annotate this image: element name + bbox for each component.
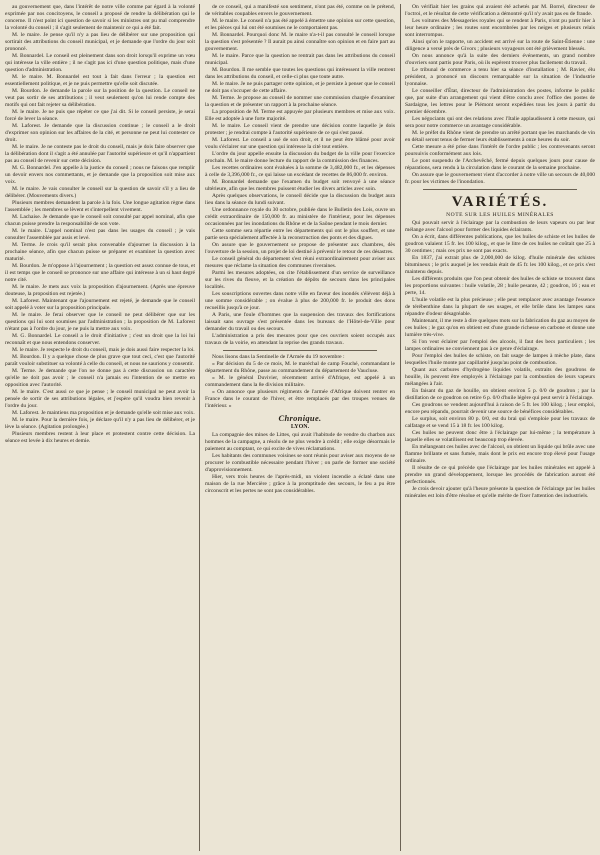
paragraph: A Paris, une foule d'hommes que la suspension des travaux des fortifications laissait sans ouvrage s'est présentée dans les bureaux de l'Hôtel-de-Ville pour demander du travail ou des secours. [205, 312, 395, 332]
paragraph: Ainsi qu'on le rapporte, un accident est arrivé sur la route de Saint-Étienne : une diligence a versé près de Givors ; plusieurs voyageurs ont été grièvement blessés. [405, 39, 595, 52]
chronique-place: LYON. [290, 424, 310, 430]
paragraph: M. le maire. Je ferai observer que le conseil ne peut délibérer que sur les questions qui lui sont soumises par l'administration ; la proposition de M. Laforest n'étant pas à l'ordre du jour, je ne puis la mettre aux voix. [5, 312, 195, 332]
paragraph: L'administration a pris des mesures pour que ces ouvriers soient occupés aux travaux de la voirie, en attendant la reprise des grands travaux. [205, 333, 395, 346]
paragraph: Le tribunal de commerce a tenu hier sa séance d'installation ; M. Ravier, élu président, a prononcé un discours remarquable sur la situation de l'industrie lyonnaise. [405, 67, 595, 87]
paragraph: On assure que le gouvernement se propose de présenter aux chambres, dès l'ouverture de la session, un projet de loi destiné à prévenir le retour de ces désastres. [205, 242, 395, 255]
column-divider [400, 4, 401, 851]
paragraph: M. Laforest. Je maintiens ma proposition et je demande qu'elle soit mise aux voix. [12, 410, 195, 416]
paragraph: Parmi les mesures adoptées, on cite l'établissement d'un service de surveillance sur les rives du fleuve, et la création de dépôts de secours dans les principales localités. [205, 270, 395, 290]
paragraph: M. Bourdon. Il me semble que toutes les questions qui intéressent la ville rentrent dans les attributions du conseil, et celle-ci plus que toute autre. [205, 67, 395, 80]
separator [223, 350, 377, 351]
paragraph: M. le maire. Je pense qu'il n'y a pas lieu de délibérer sur une proposition qui sortirait des attributions du conseil municipal, et je demande que l'ordre du jour soit prononcé. [5, 32, 195, 52]
chronique-heading: Chronique. [278, 413, 322, 423]
paragraph: Le conseiller d'État, directeur de l'administration des postes, informe le public que, par suite d'un arrangement qui vient d'être conclu avec l'office des postes de Sardaigne, les lettres pour le Piémont seront expédiées tous les jours à partir du premier décembre. [405, 88, 595, 115]
paragraph: M. Lachaise. Je demande que le conseil soit consulté par appel nominal, afin que chacun puisse prendre la responsabilité de son vote. [5, 214, 195, 227]
paragraph: M. le maire. Parce que la question ne rentrait pas dans les attributions du conseil municipal. [205, 53, 395, 66]
paragraph: Plusieurs membres demandent la parole à la fois. Une longue agitation règne dans l'assemblée ; les membres se lèvent et s'interpellent vivement. [5, 200, 195, 213]
paragraph: M. le maire. Je respecte le droit du conseil, mais je dois aussi faire respecter la loi. [12, 347, 195, 353]
paragraph: Après quelques observations, le conseil décide que la discussion du budget aura lieu dans la séance du lundi suivant. [205, 193, 395, 206]
paragraph: En 1837, j'ai extrait plus de 2,000,000 de kilog. d'huile minérale des schistes bitumineux ; le prix auquel je les vendais était de 45 fr. les 100 kilog., et ce prix s'est maintenu depuis. [405, 255, 595, 275]
paragraph: M. Terme. Je propose au conseil de nommer une commission chargée d'examiner la question et de présenter un rapport à la prochaine séance. [205, 95, 395, 108]
paragraph: Les négociants qui ont des relations avec l'Italie applaudissent à cette mesure, qui sera pour notre commerce un avantage considérable. [405, 116, 595, 129]
paragraph: M. Bonnardel. Pourquoi donc M. le maire n'a-t-il pas consulté le conseil lorsque la question s'est présentée ? Il aurait pu ainsi connaître son opinion et en faire part au gouvernement. [205, 32, 395, 52]
paragraph: La compagnie des mines de Littes, qui avait l'habitude de vendre du charbon aux hommes de la campagne, a résolu de ne plus vendre à crédit ; elle exige désormais le paiement au comptant, ce qui excite de vives réclamations. [205, 432, 395, 452]
paragraph: Les recettes ordinaires sont évaluées à la somme de 3,482,000 fr., et les dépenses à celle de 3,396,000 fr., ce qui laisse un excédant de recettes de 86,000 fr. environ. [205, 165, 395, 178]
column-divider [199, 4, 200, 851]
paragraph: M. Bonnardel demande que l'examen du budget soit renvoyé à une séance ultérieure, afin que les membres puissent étudier les divers articles avec soin. [205, 179, 395, 192]
paragraph: M. Bourdon. Il y a quelque chose de plus grave que tout ceci, c'est que l'autorité paraît vouloir substituer sa volonté à celle du conseil, et nous ne saurions y consentir. [5, 354, 195, 367]
paragraph: M. Laforest. Je demande que la discussion continue ; le conseil a le droit d'exprimer son opinion sur les affaires de la cité, et personne ne peut lui contester ce droit. [5, 123, 195, 143]
column-3-body [405, 4, 595, 186]
paragraph: M. Bourdon. Je demande la parole sur la position de la question. Le conseil ne veut pas sortir de ses attributions ; il veut seulement qu'on lui rende compte des motifs qui ont fait rejeter sa délibération. [5, 88, 195, 108]
paragraph: Cette mesure a été prise dans l'intérêt de l'ordre public ; les contrevenants seront poursuivis conformément aux lois. [405, 144, 595, 157]
paragraph: Si l'on veut éclairer par l'emploi des alcools, il faut des becs particuliers ; les lampes ordinaires ne conviennent pas à ce genre d'éclairage. [405, 339, 595, 352]
paragraph: M. le maire. Je vais consulter le conseil sur la question de savoir s'il y a lieu de délibérer. (Mouvements divers.) [5, 186, 195, 199]
paragraph: Pour l'emploi des huiles de schiste, on fait usage de lampes à mèche plate, dans lesquelles l'huile monte par capillarité jusqu'au point de combustion. [405, 353, 595, 366]
paragraph: Les habitants des communes voisines se sont réunis pour aviser aux moyens de se procurer le combustible nécessaire pendant l'hiver ; on parle de former une société d'approvisionnement. [205, 453, 395, 473]
paragraph: La proposition de M. Terme est appuyée par plusieurs membres et mise aux voix. Elle est adoptée à une forte majorité. [205, 109, 395, 122]
paragraph: Les différents produits que l'on peut obtenir des huiles de schiste se trouvent dans les proportions suivantes : huile volatile, 28 ; huile pesante, 42 ; goudron, 16 ; eau et perte, 14. [405, 276, 595, 296]
paragraph: On assure que le gouvernement vient d'accorder à notre ville un secours de 40,000 fr. pour les victimes de l'inondation. [405, 172, 595, 185]
paragraph: M. le maire. C'est aussi ce que je pense ; le conseil municipal ne peut avoir la pensée de sortir de ses attributions légales, et j'espère qu'il voudra bien revenir à l'ordre du jour. [5, 389, 195, 409]
paragraph: « On annonce que plusieurs régiments de l'armée d'Afrique doivent rentrer en France dans le courant de l'hiver, et être remplacés par des troupes venues de l'intérieur. » [205, 389, 395, 409]
paragraph: L'ordre du jour appelle ensuite la discussion du budget de la ville pour l'exercice prochain. M. le maire donne lecture du rapport de la commission des finances. [205, 151, 395, 164]
paragraph: M. Laforest. Le conseil a usé de son droit, et il ne peut être blâmé pour avoir voulu s'éclairer sur une question qui intéresse la cité tout entière. [205, 137, 395, 150]
paragraph: M. le maire. Je ne puis partager cette opinion, et je persiste à penser que le conseil ne doit pas s'occuper de cette affaire. [205, 81, 395, 94]
paragraph: Une ordonnance royale du 30 octobre, publiée dans le Bulletin des Lois, ouvre un crédit extraordinaire de 150,000 fr. au ministère de l'intérieur, pour les dépenses occasionnées par les inondations du Rhône et de la Saône pendant le mois dernier. [205, 207, 395, 227]
paragraph: Ces goudrons se vendent aujourd'hui à raison de 5 fr. les 100 kilog. ; leur emploi, encore peu répandu, pourrait devenir une source de bénéfices considérables. [405, 402, 595, 415]
varietes-title: VARIÉTÉS. [451, 194, 549, 210]
paragraph: M. G. Bonnardel. Le conseil a le droit d'initiative ; c'est un droit que la loi lui reconnaît et que nous entendons conserver. [5, 333, 195, 346]
paragraph: En faisant du gaz de houille, on obtient environ 5 p. 0/0 de goudron ; par la distillation de ce goudron on retire 6 p. 0/0 d'huile légère qui peut servir à l'éclairage. [405, 388, 595, 401]
paragraph: M. le maire. Le conseil vient de prendre une décision contre laquelle je dois protester ; je rendrai compte à l'autorité supérieure de ce qui s'est passé. [205, 123, 395, 136]
paragraph: M. G. Bonnardel. J'en appelle à la justice du conseil ; nous ne faisons que remplir un devoir envers nos commettants, et je demande que la proposition soit mise aux voix. [5, 165, 195, 185]
varietes-body [405, 220, 595, 500]
varietes-subtitle: NOTE SUR LES HUILES MINÉRALES [446, 212, 554, 218]
column-2-body [205, 4, 395, 347]
paragraph: En mélangeant ces huiles avec de l'alcool, on obtient un liquide qui brûle avec une flamme brillante et sans fumée, mais dont le prix est encore trop élevé pour l'usage ordinaire. [405, 444, 595, 464]
paragraph: M. Bourdon. Je m'oppose à l'ajournement ; la question est assez connue de tous, et il est temps que le conseil se prononce sur une affaire qui intéresse à un si haut degré notre cité. [5, 263, 195, 283]
paragraph: M. le maire. Je mets aux voix la proposition d'ajournement. (Après une épreuve douteuse, la proposition est rejetée.) [5, 284, 195, 297]
paragraph: On a écrit, dans différentes publications, que les huiles de schiste et les huiles de goudron valaient 15 fr. les 100 kilog., et que le litre de ces huiles ne coûtait que 25 à 30 centimes ; mais ces prix ne sont pas exacts. [405, 234, 595, 254]
paragraph: M. le préfet du Rhône vient de prendre un arrêté portant que les marchands de vin en détail seront tenus de fermer leurs établissements à onze heures du soir. [405, 130, 595, 143]
paragraph: M. le maire. Je ne puis que répéter ce que j'ai dit. Si le conseil persiste, je serai forcé de lever la séance. [5, 109, 195, 122]
paragraph: Quant aux carbures d'hydrogène liquides volatils, extraits des goudrons de houille, ils peuvent être employés à l'éclairage par la combustion de leurs vapeurs mélangées à l'air. [405, 367, 595, 387]
paragraph: Cette somme sera répartie entre les départements qui ont le plus souffert, et une partie sera spécialement affectée à la reconstruction des ponts et des digues. [205, 228, 395, 241]
paragraph: Nous lisons dans la Sentinelle de l'Armée du 19 novembre : [212, 354, 345, 360]
paragraph: M. le maire. Le conseil n'a pas été appelé à émettre une opinion sur cette question, et les pièces qui lui ont été soumises ne le comportaient pas. [205, 18, 395, 31]
column-3 [405, 4, 595, 851]
paragraph: Hier, vers trois heures de l'après-midi, un violent incendie a éclaté dans une maison de la rue Mercière ; grâce à la promptitude des secours, le feu a pu être circonscrit et les pertes ne sont pas considérables. [205, 474, 395, 494]
paragraph: M. le maire. M. Bonnardel est tout à fait dans l'erreur ; la question est essentiellement politique, et je ne puis permettre qu'elle soit discutée. [5, 74, 195, 87]
column-1 [5, 4, 195, 851]
paragraph: M. Laforest. Maintenant que l'ajournement est rejeté, je demande que le conseil soit appelé à voter sur la proposition principale. [5, 298, 195, 311]
military-news [205, 354, 395, 410]
paragraph: Le pont suspendu de l'Archevêché, fermé depuis quelques jours pour cause de réparations, sera rendu à la circulation dans le courant de la semaine prochaine. [405, 158, 595, 171]
paragraph: Le conseil général du département s'est réuni extraordinairement pour aviser aux mesures que réclame la situation des communes riveraines. [205, 256, 395, 269]
paragraph: Je crois devoir ajouter qu'à l'heure présente la question de l'éclairage par les huiles minérales est loin d'être résolue et qu'elle mérite de fixer l'attention des industriels. [405, 486, 595, 499]
paragraph: Il résulte de ce qui précède que l'éclairage par les huiles minérales est appelé à prendre un grand développement, lorsque les procédés de fabrication auront été perfectionnés. [405, 465, 595, 485]
paragraph: Le surplus, soit environ 80 p. 0/0, est du brai qui s'emploie pour les travaux de calfatage et se vend 15 à 18 fr. les 100 kilog. [405, 416, 595, 429]
paragraph: « Par décision du 5 de ce mois, M. le maréchal de camp Fouché, commandant le département du Rhône, passe au commandement du département de Vaucluse. [205, 361, 395, 374]
paragraph: On nous annonce qu'à la suite des derniers événements, un grand nombre d'ouvriers sont partis pour Paris, où ils espèrent trouver plus facilement du travail. [405, 53, 595, 66]
paragraph: M. Terme. Je demande que l'on ne donne pas à cette discussion un caractère qu'elle ne doit pas avoir ; le conseil n'a jamais eu l'intention de se mettre en opposition avec l'autorité. [5, 368, 195, 388]
paragraph: Qui pouvait servir à l'éclairage par la combustion de leurs vapeurs ou par leur mélange avec l'alcool pour former des liquides éclairants. [405, 220, 595, 233]
paragraph: M. le maire. Pour la dernière fois, je déclare qu'il n'y a pas lieu de délibérer, et je lève la séance. (Agitation prolongée.) [5, 417, 195, 430]
chronique-body [205, 432, 395, 495]
paragraph: Plusieurs membres restent à leur place et protestent contre cette décision. La séance est levée à dix heures et demie. [5, 431, 195, 444]
paragraph: Ces huiles ne peuvent donc être à l'éclairage par lui-même ; la température à laquelle elles se volatilisent est beaucoup trop élevée. [405, 430, 595, 443]
paragraph: Les voitures des Messageries royales qui se rendent à Paris, n'ont pu partir hier à leur heure ordinaire ; les routes sont encombrées par les neiges et plusieurs relais sont interrompus. [405, 18, 595, 38]
separator [423, 189, 577, 190]
paragraph: M. le maire. L'appel nominal n'est pas dans les usages du conseil ; je vais consulter l'assemblée par assis et levé. [5, 228, 195, 241]
paragraph: M. Bonnardel. Le conseil est pleinement dans son droit lorsqu'il exprime un vœu qui intéresse la ville entière ; il ne s'agit pas ici d'une question politique, mais d'une question d'administration. [5, 53, 195, 73]
paragraph: de ce conseil, qui a manifesté son sentiment, n'ont pas été, comme on le prétend, de véritables coupables envers le gouvernement. [205, 4, 395, 17]
paragraph: Maintenant, il me reste à dire quelques mots sur la fabrication du gaz au moyen de ces huiles ; le gaz qu'on en obtient est d'une grande richesse en carbone et donne une lumière très-vive. [405, 318, 595, 338]
paragraph: On vérifiait hier les grains qui avaient été achetés par M. Borrel, directeur de l'octroi, et le résultat de cette vérification a démontré qu'il n'y avait pas eu de fraude. [405, 4, 595, 17]
paragraph: L'huile volatile est la plus précieuse ; elle peut remplacer avec avantage l'essence de térébenthine dans la plupart de ses usages, et elle brûle dans les lampes sans répandre d'odeur désagréable. [405, 297, 595, 317]
paragraph: M. Terme. Je crois qu'il serait plus convenable d'ajourner la discussion à la prochaine séance, afin que chacun puisse se préparer et examiner la question avec maturité. [5, 242, 195, 262]
paragraph: Les souscriptions ouvertes dans notre ville en faveur des inondés s'élèvent déjà à une somme considérable ; on évalue à plus de 200,000 fr. le produit des dons recueillis jusqu'à ce jour. [205, 291, 395, 311]
paragraph: au gouvernement que, dans l'intérêt de notre ville comme par égard à la volonté exprimée par nos concitoyens, le conseil a proposé de rendre la délibération qui le concerne. Il n'est point ici question de savoir si les ministres ont pu mal comprendre la volonté du conseil ; il s'agit seulement de maintenir ce qui a été fait. [5, 4, 195, 31]
paragraph: « M. le général Duvivier, récemment arrivé d'Afrique, est appelé à un commandement dans la 8e division militaire. [205, 375, 395, 388]
paragraph: M. le maire. Je ne conteste pas le droit du conseil, mais je dois faire observer que la délibération dont il s'agit a été annulée par l'autorité supérieure et qu'il n'appartient pas au conseil de revenir sur cette décision. [5, 144, 195, 164]
column-2 [205, 4, 395, 851]
